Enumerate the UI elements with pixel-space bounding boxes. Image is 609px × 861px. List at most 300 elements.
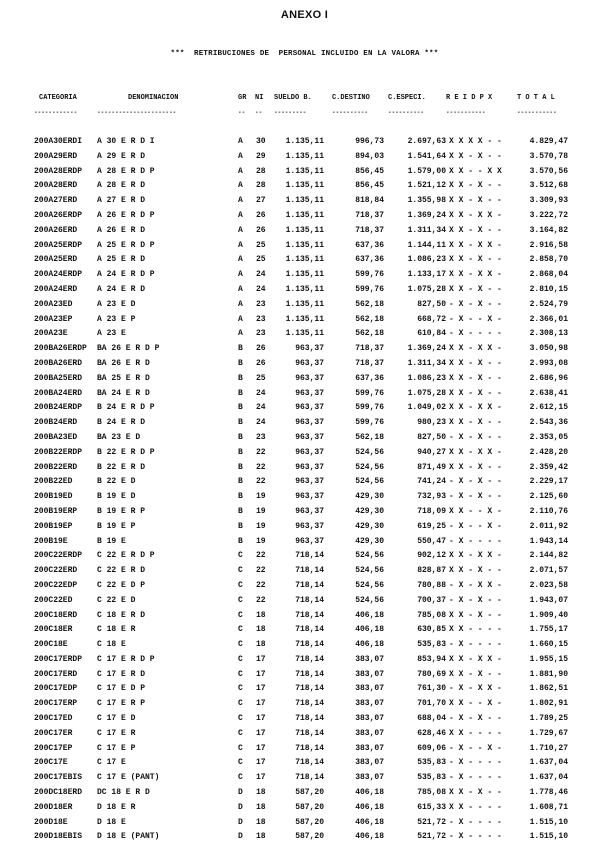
nivel-cell: 18 <box>256 802 266 812</box>
nivel-cell: 27 <box>256 196 266 206</box>
flags-cell: - X - X X - <box>449 684 502 694</box>
flags-cell: - X - X X - <box>449 580 502 590</box>
sueldo-base-cell: 1.135,11 <box>285 329 324 339</box>
categoria-cell: 200C18ERD <box>34 610 78 620</box>
flags-cell: X X - X - - <box>449 225 502 235</box>
flags-cell: - X - X - - <box>449 595 502 605</box>
total-cell: 1.729,67 <box>529 728 568 738</box>
grupo-cell: B <box>238 536 243 546</box>
grupo-cell: B <box>238 462 243 472</box>
c-especifico-cell: 630,85 <box>417 625 446 635</box>
categoria-cell: 200A24ERD <box>34 284 78 294</box>
c-destino-cell: 406,18 <box>355 832 384 842</box>
grupo-cell: A <box>238 240 243 250</box>
denominacion-cell: BA 24 E R D <box>97 388 150 398</box>
grupo-cell: D <box>238 832 243 842</box>
c-destino-cell: 383,07 <box>355 714 384 724</box>
sueldo-base-cell: 963,37 <box>295 403 324 413</box>
categoria-cell: 200A25ERD <box>34 255 78 265</box>
denominacion-cell: D 18 E R <box>97 802 136 812</box>
flags-cell: X X - X - - <box>449 462 502 472</box>
sueldo-base-cell: 587,20 <box>295 788 324 798</box>
grupo-cell: D <box>238 788 243 798</box>
c-destino-cell: 637,36 <box>355 373 384 383</box>
categoria-cell: 200D18ER <box>34 802 73 812</box>
dash-rule: ---------- <box>332 109 369 116</box>
denominacion-cell: BA 25 E R D <box>97 373 150 383</box>
grupo-cell: B <box>238 403 243 413</box>
denominacion-cell: BA 23 E D <box>97 432 141 442</box>
denominacion-cell: C 17 E R D P <box>97 654 155 664</box>
denominacion-cell: B 19 E R P <box>97 506 146 516</box>
c-destino-cell: 718,37 <box>355 358 384 368</box>
sueldo-base-cell: 718,14 <box>295 669 324 679</box>
table-row <box>0 786 609 801</box>
sueldo-base-cell: 718,14 <box>295 640 324 650</box>
nivel-cell: 23 <box>256 432 266 442</box>
grupo-cell: B <box>238 418 243 428</box>
c-destino-cell: 406,18 <box>355 817 384 827</box>
total-cell: 2.011,92 <box>529 521 568 531</box>
nivel-cell: 19 <box>256 492 266 502</box>
c-destino-cell: 818,84 <box>355 196 384 206</box>
nivel-cell: 29 <box>256 151 266 161</box>
c-destino-cell: 383,07 <box>355 758 384 768</box>
table-row <box>0 194 609 209</box>
c-destino-cell: 718,37 <box>355 225 384 235</box>
table-row <box>0 327 609 342</box>
c-especifico-cell: 1.075,28 <box>407 388 446 398</box>
table-row <box>0 816 609 831</box>
table-row <box>0 268 609 283</box>
grupo-cell: A <box>238 284 243 294</box>
categoria-cell: 200D18E <box>34 817 68 827</box>
denominacion-cell: B 22 E R D P <box>97 447 155 457</box>
categoria-cell: 200A29ERD <box>34 151 78 161</box>
c-destino-cell: 429,30 <box>355 536 384 546</box>
total-cell: 1.637,04 <box>529 758 568 768</box>
flags-cell: X X - - - - <box>449 625 502 635</box>
nivel-cell: 17 <box>256 714 266 724</box>
c-especifico-cell: 1.144,11 <box>407 240 446 250</box>
table-row <box>0 579 609 594</box>
c-destino-cell: 599,76 <box>355 418 384 428</box>
c-especifico-cell: 785,08 <box>417 610 446 620</box>
sueldo-base-cell: 963,37 <box>295 432 324 442</box>
grupo-cell: C <box>238 714 243 724</box>
denominacion-cell: C 18 E R <box>97 625 136 635</box>
grupo-cell: C <box>238 684 243 694</box>
total-cell: 2.353,05 <box>529 432 568 442</box>
nivel-cell: 26 <box>256 225 266 235</box>
flags-cell: X X - X - - <box>449 669 502 679</box>
flags-cell: - X - - - - <box>449 536 502 546</box>
c-destino-cell: 383,07 <box>355 669 384 679</box>
c-destino-cell: 406,18 <box>355 788 384 798</box>
categoria-cell: 200C17ERDP <box>34 654 83 664</box>
dash-rule: -- <box>238 109 246 116</box>
nivel-cell: 23 <box>256 299 266 309</box>
categoria-cell: 200A23EP <box>34 314 73 324</box>
grupo-cell: C <box>238 625 243 635</box>
grupo-cell: A <box>238 181 243 191</box>
denominacion-cell: A 30 E R D I <box>97 137 155 146</box>
sueldo-base-cell: 587,20 <box>295 802 324 812</box>
c-destino-cell: 562,18 <box>355 329 384 339</box>
sueldo-base-cell: 718,14 <box>295 625 324 635</box>
grupo-cell: A <box>238 137 243 146</box>
denominacion-cell: A 23 E D <box>97 299 136 309</box>
c-destino-cell: 406,18 <box>355 640 384 650</box>
sueldo-base-cell: 1.135,11 <box>285 166 324 176</box>
total-cell: 2.916,58 <box>529 240 568 250</box>
nivel-cell: 18 <box>256 625 266 635</box>
categoria-cell: 200BA26ERD <box>34 358 83 368</box>
categoria-cell: 200B19E <box>34 536 68 546</box>
c-destino-cell: 637,36 <box>355 240 384 250</box>
nivel-cell: 25 <box>256 373 266 383</box>
total-cell: 2.229,17 <box>529 477 568 487</box>
nivel-cell: 26 <box>256 358 266 368</box>
flags-cell: X X - X - - <box>449 255 502 265</box>
grupo-cell: A <box>238 225 243 235</box>
table-row <box>0 298 609 313</box>
denominacion-cell: A 26 E R D <box>97 225 146 235</box>
categoria-cell: 200A27ERD <box>34 196 78 206</box>
sueldo-base-cell: 587,20 <box>295 817 324 827</box>
flags-cell: - X - - X - <box>449 521 502 531</box>
c-especifico-cell: 732,93 <box>417 492 446 502</box>
denominacion-cell: C 17 E (PANT) <box>97 773 160 783</box>
flags-cell: X X X X - - <box>449 137 502 146</box>
categoria-cell: 200A30ERDI <box>34 137 83 146</box>
denominacion-cell: A 24 E R D P <box>97 270 155 280</box>
sueldo-base-cell: 963,37 <box>295 492 324 502</box>
nivel-cell: 18 <box>256 788 266 798</box>
categoria-cell: 200DC18ERD <box>34 788 83 798</box>
c-destino-cell: 524,56 <box>355 595 384 605</box>
sueldo-base-cell: 963,37 <box>295 388 324 398</box>
denominacion-cell: C 17 E R <box>97 728 136 738</box>
grupo-cell: B <box>238 521 243 531</box>
total-cell: 1.637,04 <box>529 773 568 783</box>
header-flags: R E I D P X <box>446 94 493 102</box>
categoria-cell: 200BA26ERDP <box>34 344 87 354</box>
total-cell: 2.366,01 <box>529 314 568 324</box>
total-cell: 3.222,72 <box>529 210 568 220</box>
dash-rule: ----------- <box>517 109 557 116</box>
total-cell: 4.829,47 <box>529 137 568 146</box>
categoria-cell: 200C18E <box>34 640 68 650</box>
sueldo-base-cell: 963,37 <box>295 447 324 457</box>
categoria-cell: 200A26ERDP <box>34 210 83 220</box>
c-destino-cell: 524,56 <box>355 580 384 590</box>
c-destino-cell: 429,30 <box>355 492 384 502</box>
c-destino-cell: 599,76 <box>355 388 384 398</box>
table-row <box>0 239 609 254</box>
c-destino-cell: 524,56 <box>355 551 384 561</box>
denominacion-cell: C 17 E D P <box>97 684 146 694</box>
table-row <box>0 668 609 683</box>
denominacion-cell: D 18 E (PANT) <box>97 832 160 842</box>
header-categoria: CATEGORIA <box>39 94 77 102</box>
c-destino-cell: 383,07 <box>355 743 384 753</box>
c-destino-cell: 894,03 <box>355 151 384 161</box>
c-especifico-cell: 761,30 <box>417 684 446 694</box>
nivel-cell: 25 <box>256 240 266 250</box>
dash-rule: ---------------------- <box>97 109 177 116</box>
grupo-cell: B <box>238 477 243 487</box>
denominacion-cell: B 24 E R D P <box>97 403 155 413</box>
c-destino-cell: 383,07 <box>355 728 384 738</box>
nivel-cell: 17 <box>256 669 266 679</box>
c-destino-cell: 406,18 <box>355 625 384 635</box>
grupo-cell: C <box>238 743 243 753</box>
c-especifico-cell: 1.541,64 <box>407 151 446 161</box>
document-title: *** RETRIBUCIONES DE PERSONAL INCLUIDO EN LA VALORA *** <box>170 50 439 58</box>
grupo-cell: B <box>238 432 243 442</box>
c-especifico-cell: 521,72 <box>417 832 446 842</box>
denominacion-cell: C 22 E D <box>97 595 136 605</box>
flags-cell: X X - X X - <box>449 447 502 457</box>
c-destino-cell: 524,56 <box>355 462 384 472</box>
total-cell: 1.943,14 <box>529 536 568 546</box>
nivel-cell: 22 <box>256 447 266 457</box>
c-destino-cell: 406,18 <box>355 610 384 620</box>
flags-cell: X X - - X - <box>449 699 502 709</box>
c-especifico-cell: 1.311,34 <box>407 225 446 235</box>
total-cell: 1.909,40 <box>529 610 568 620</box>
nivel-cell: 17 <box>256 684 266 694</box>
c-especifico-cell: 609,06 <box>417 743 446 753</box>
flags-cell: X X - X - - <box>449 788 502 798</box>
flags-cell: X X - X X - <box>449 270 502 280</box>
total-cell: 1.778,46 <box>529 788 568 798</box>
sueldo-base-cell: 718,14 <box>295 684 324 694</box>
nivel-cell: 17 <box>256 699 266 709</box>
denominacion-cell: DC 18 E R D <box>97 788 150 798</box>
c-destino-cell: 383,07 <box>355 684 384 694</box>
nivel-cell: 18 <box>256 817 266 827</box>
c-especifico-cell: 688,04 <box>417 714 446 724</box>
c-destino-cell: 383,07 <box>355 654 384 664</box>
flags-cell: X X - - - - <box>449 802 502 812</box>
total-cell: 2.428,20 <box>529 447 568 457</box>
header-total: T O T A L <box>517 94 555 102</box>
denominacion-cell: A 23 E P <box>97 314 136 324</box>
categoria-cell: 200C17ERP <box>34 699 78 709</box>
denominacion-cell: A 29 E R D <box>97 151 146 161</box>
grupo-cell: C <box>238 580 243 590</box>
c-especifico-cell: 2.697,63 <box>407 137 446 146</box>
dash-rule: ---------- <box>388 109 425 116</box>
sueldo-base-cell: 1.135,11 <box>285 314 324 324</box>
total-cell: 2.543,36 <box>529 418 568 428</box>
annex-title: ANEXO I <box>280 9 329 21</box>
categoria-cell: 200B24ERDP <box>34 403 83 413</box>
total-cell: 2.359,42 <box>529 462 568 472</box>
flags-cell: - X - X - - <box>449 432 502 442</box>
c-especifico-cell: 1.133,17 <box>407 270 446 280</box>
flags-cell: - X - X - - <box>449 492 502 502</box>
sueldo-base-cell: 718,14 <box>295 714 324 724</box>
categoria-cell: 200BA24ERD <box>34 388 83 398</box>
c-destino-cell: 383,07 <box>355 773 384 783</box>
grupo-cell: A <box>238 151 243 161</box>
sueldo-base-cell: 718,14 <box>295 610 324 620</box>
sueldo-base-cell: 718,14 <box>295 773 324 783</box>
denominacion-cell: A 28 E R D <box>97 181 146 191</box>
denominacion-cell: A 28 E R D P <box>97 166 155 176</box>
grupo-cell: B <box>238 506 243 516</box>
flags-cell: X X - X - - <box>449 418 502 428</box>
grupo-cell: D <box>238 817 243 827</box>
nivel-cell: 17 <box>256 728 266 738</box>
flags-cell: X X - X - - <box>449 151 502 161</box>
c-especifico-cell: 619,25 <box>417 521 446 531</box>
grupo-cell: C <box>238 566 243 576</box>
table-row <box>0 179 609 194</box>
c-especifico-cell: 535,83 <box>417 758 446 768</box>
c-especifico-cell: 780,69 <box>417 669 446 679</box>
sueldo-base-cell: 1.135,11 <box>285 284 324 294</box>
categoria-cell: 200A28ERDP <box>34 166 83 176</box>
nivel-cell: 19 <box>256 506 266 516</box>
total-cell: 3.570,78 <box>529 151 568 161</box>
categoria-cell: 200C17EBIS <box>34 773 83 783</box>
table-row <box>0 165 609 180</box>
c-especifico-cell: 785,08 <box>417 788 446 798</box>
sueldo-base-cell: 963,37 <box>295 373 324 383</box>
sueldo-base-cell: 718,14 <box>295 743 324 753</box>
table-row <box>0 623 609 638</box>
total-cell: 1.660,15 <box>529 640 568 650</box>
categoria-cell: 200BA23ED <box>34 432 78 442</box>
grupo-cell: C <box>238 728 243 738</box>
c-especifico-cell: 701,70 <box>417 699 446 709</box>
table-row <box>0 416 609 431</box>
nivel-cell: 23 <box>256 329 266 339</box>
flags-cell: X X - X X - <box>449 654 502 664</box>
grupo-cell: C <box>238 669 243 679</box>
total-cell: 1.515,10 <box>529 832 568 842</box>
c-especifico-cell: 1.086,23 <box>407 373 446 383</box>
flags-cell: X X - X X - <box>449 344 502 354</box>
table-row <box>0 697 609 712</box>
c-especifico-cell: 980,23 <box>417 418 446 428</box>
categoria-cell: 200A25ERDP <box>34 240 83 250</box>
grupo-cell: A <box>238 329 243 339</box>
sueldo-base-cell: 718,14 <box>295 551 324 561</box>
flags-cell: - X - - X - <box>449 743 502 753</box>
grupo-cell: B <box>238 447 243 457</box>
table-row <box>0 801 609 816</box>
sueldo-base-cell: 718,14 <box>295 595 324 605</box>
denominacion-cell: A 23 E <box>97 329 126 339</box>
table-row <box>0 446 609 461</box>
nivel-cell: 26 <box>256 344 266 354</box>
flags-cell: X X - - X X <box>449 166 502 176</box>
grupo-cell: C <box>238 595 243 605</box>
table-row <box>0 357 609 372</box>
total-cell: 2.858,70 <box>529 255 568 265</box>
grupo-cell: A <box>238 255 243 265</box>
flags-cell: - X - - - - <box>449 640 502 650</box>
table-row <box>0 253 609 268</box>
table-row <box>0 682 609 697</box>
c-especifico-cell: 1.521,12 <box>407 181 446 191</box>
sueldo-base-cell: 1.135,11 <box>285 299 324 309</box>
categoria-cell: 200C17E <box>34 758 68 768</box>
flags-cell: X X - X - - <box>449 284 502 294</box>
c-especifico-cell: 853,94 <box>417 654 446 664</box>
grupo-cell: C <box>238 773 243 783</box>
nivel-cell: 22 <box>256 477 266 487</box>
table-row <box>0 653 609 668</box>
sueldo-base-cell: 963,37 <box>295 521 324 531</box>
total-cell: 1.789,25 <box>529 714 568 724</box>
grupo-cell: B <box>238 492 243 502</box>
c-destino-cell: 524,56 <box>355 477 384 487</box>
c-especifico-cell: 1.369,24 <box>407 344 446 354</box>
header-complemento-destino: C.DESTINO <box>332 94 370 102</box>
denominacion-cell: B 22 E R D <box>97 462 146 472</box>
nivel-cell: 19 <box>256 521 266 531</box>
c-destino-cell: 383,07 <box>355 699 384 709</box>
denominacion-cell: BA 26 E R D <box>97 358 150 368</box>
categoria-cell: 200BA25ERD <box>34 373 83 383</box>
table-row <box>0 135 609 150</box>
denominacion-cell: A 25 E R D P <box>97 240 155 250</box>
denominacion-cell: B 19 E P <box>97 521 136 531</box>
salary-table <box>0 135 609 845</box>
total-cell: 3.309,93 <box>529 196 568 206</box>
c-especifico-cell: 1.049,02 <box>407 403 446 413</box>
total-cell: 2.686,96 <box>529 373 568 383</box>
sueldo-base-cell: 1.135,11 <box>285 181 324 191</box>
header-nivel: NI <box>255 94 264 102</box>
c-especifico-cell: 1.311,34 <box>407 358 446 368</box>
sueldo-base-cell: 963,37 <box>295 506 324 516</box>
sueldo-base-cell: 963,37 <box>295 477 324 487</box>
flags-cell: X X - X - - <box>449 181 502 191</box>
total-cell: 2.810,15 <box>529 284 568 294</box>
categoria-cell: 200B19ERP <box>34 506 78 516</box>
categoria-cell: 200A28ERD <box>34 181 78 191</box>
categoria-cell: 200B22ERD <box>34 462 78 472</box>
grupo-cell: C <box>238 610 243 620</box>
table-row <box>0 638 609 653</box>
table-row <box>0 490 609 505</box>
total-cell: 1.755,17 <box>529 625 568 635</box>
denominacion-cell: C 22 E R D <box>97 566 146 576</box>
total-cell: 2.071,57 <box>529 566 568 576</box>
flags-cell: X X - - X - <box>449 506 502 516</box>
c-destino-cell: 599,76 <box>355 284 384 294</box>
sueldo-base-cell: 1.135,11 <box>285 210 324 220</box>
sueldo-base-cell: 963,37 <box>295 358 324 368</box>
table-row <box>0 401 609 416</box>
total-cell: 2.524,79 <box>529 299 568 309</box>
flags-cell: X X - X X - <box>449 551 502 561</box>
c-especifico-cell: 940,27 <box>417 447 446 457</box>
nivel-cell: 22 <box>256 595 266 605</box>
grupo-cell: D <box>238 802 243 812</box>
sueldo-base-cell: 1.135,11 <box>285 270 324 280</box>
c-especifico-cell: 610,84 <box>417 329 446 339</box>
categoria-cell: 200C17ERD <box>34 669 78 679</box>
nivel-cell: 23 <box>256 314 266 324</box>
